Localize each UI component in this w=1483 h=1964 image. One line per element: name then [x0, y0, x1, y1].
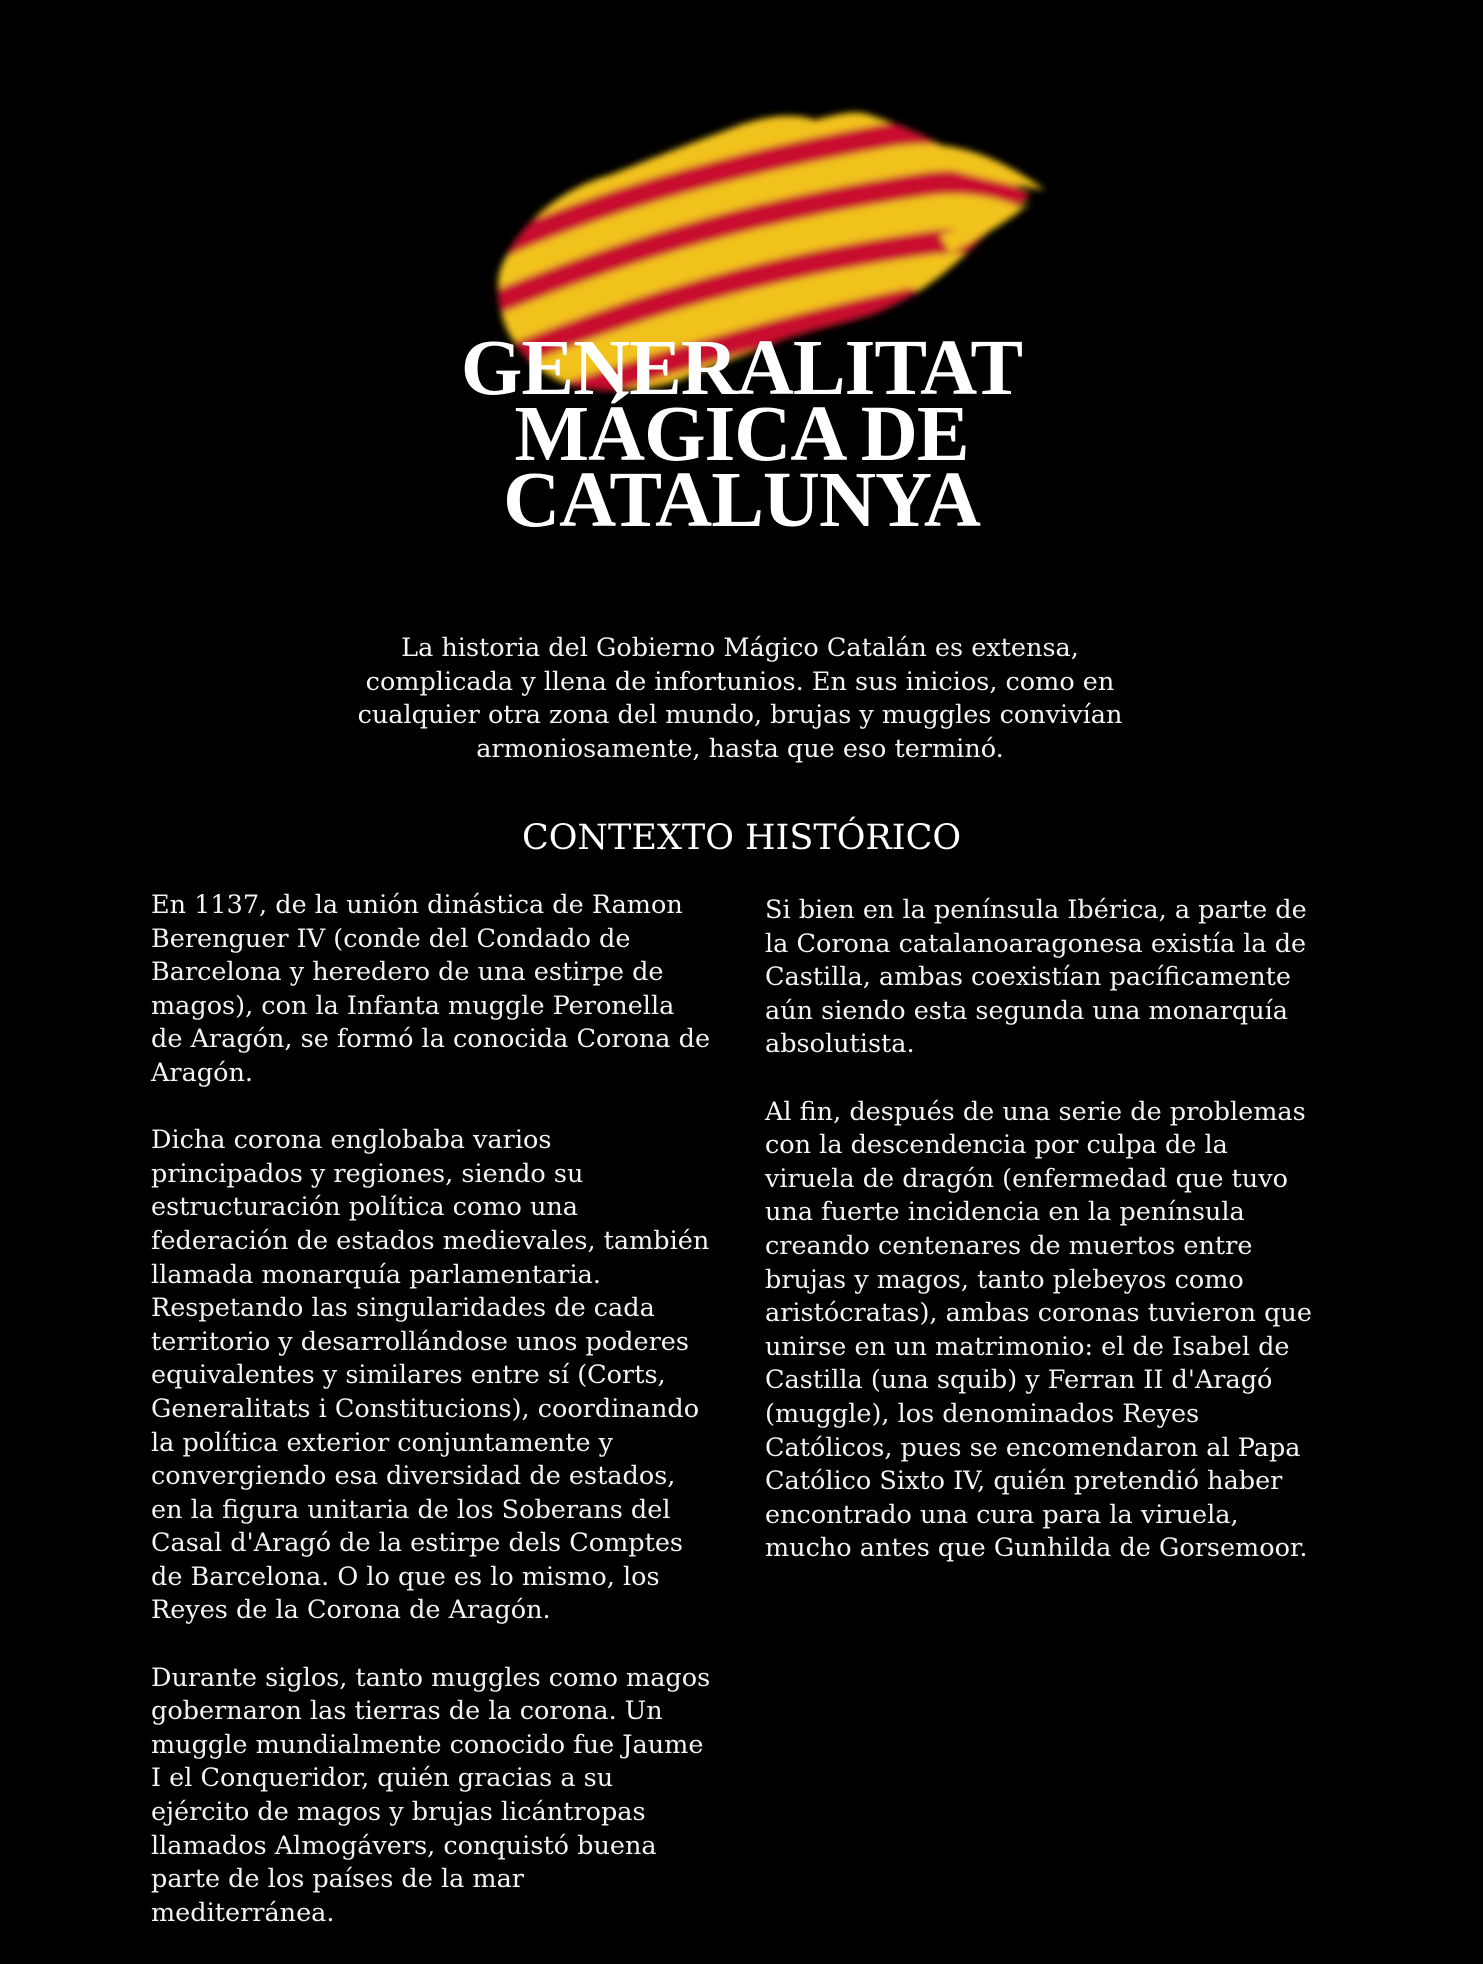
left-paragraph-1: En 1137, de la unión dinástica de Ramon Berenguer IV (conde del Condado de Barcelona y heredero de una estirpe de magos), con la Infanta muggle Peronella de Aragón, se formó la conocida Corona de Aragón. — [151, 890, 711, 1088]
title-line-3: CATALUNYA — [503, 457, 980, 544]
left-paragraph-3: Durante siglos, tanto muggles como magos gobernaron las tierras de la corona. Un muggle mundialmente conocido fue Jaume I el Conqueridor, quién gracias a su ejército de magos y brujas licántropas llamados Almogávers, conquistó buena parte de los países de la mar mediterránea. — [151, 1662, 711, 1928]
right-paragraph-2: Al fin, después de una serie de problemas con la descendencia por culpa de la viruela de dragón (enfermedad que tuvo una fuerte incidencia en la península creando centenares de muertos entre brujas y magos, tanto plebeyos como aristócratas), ambas coronas tuvieron que unirse en un matrimonio: el de Isabel de Castilla (una squib) y Ferran II d'Aragó (muggle), los denominados Reyes Católicos, pues se encomendaron al Papa Católico Sixto IV, quién pretendió haber encontrado una cura para la viruela, mucho antes que Gunhilda de Gorsemoor. — [765, 1096, 1312, 1564]
left-paragraph-2: Dicha corona englobaba varios principados y regiones, siendo su estructuración política como una federación de estados medievales, también llamada monarquía parlamentaria. Respetando las singularidades de cada territorio y desarrollándose unos poderes equivalentes y similares entre sí (Corts, Generalitats i Constitucions), coordinando la política exterior conjuntamente y convergiendo esa diversidad de estados, en la figura unitaria de los Soberans del Casal d'Aragó de la estirpe dels Comptes de Barcelona. O lo que es lo mismo, los Reyes de la Corona de Aragón. — [151, 1125, 710, 1626]
page-title — [0, 325, 1483, 544]
right-paragraph-1: Si bien en la península Ibérica, a parte de la Corona catalanoaragonesa existía la de Castilla, ambas coexistían pacíficamente aún siendo esta segunda una monarquía absolutista. — [765, 895, 1307, 1060]
intro-paragraph: La historia del Gobierno Mágico Catalán es extensa, complicada y llena de infortunios. En sus inicios, como en cualquier otra zona del mundo, brujas y muggles convivían armoniosamente, hasta que eso terminó. — [357, 633, 1123, 764]
left-column — [151, 889, 711, 1964]
title-line-2: MÁGICA DE — [514, 391, 969, 478]
section-heading: CONTEXTO HISTÓRICO — [521, 818, 962, 858]
title-line-1: GENERALITAT — [460, 325, 1023, 412]
right-column — [765, 894, 1325, 1599]
